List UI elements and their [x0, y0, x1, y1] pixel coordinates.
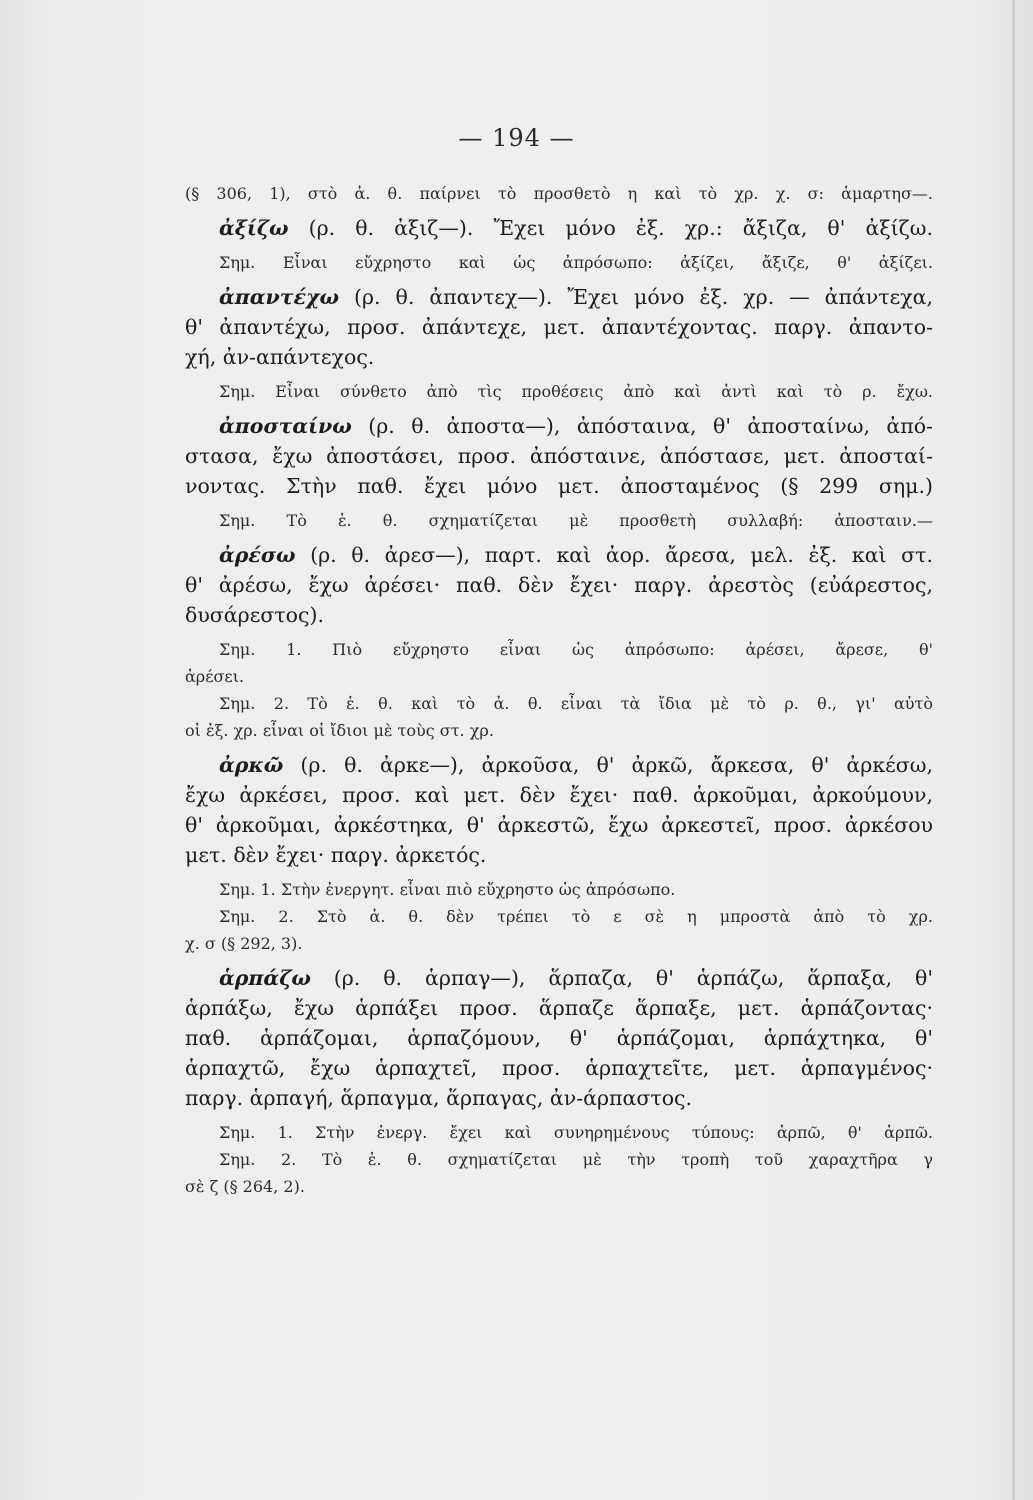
headword: ἀποσταίνω — [219, 414, 352, 438]
note-line: χ. σ (§ 292, 3). — [185, 934, 303, 953]
entry-arko: ἀρκῶ (ρ. θ. ἀρκε—), ἀρκοῦσα, θ' ἀρκῶ, ἄρκεσα, θ' ἀρκέσω, — [219, 753, 933, 777]
text-line: παθ. ἁρπάζομαι, ἁρπαζόμουν, θ' ἁρπάζομαι, ἁρπάχτηκα, θ' — [185, 1026, 933, 1050]
text-line: νοντας. Στὴν παθ. ἔχει μόνο μετ. ἀποσταμένος (§ 299 σημ.) — [185, 474, 933, 498]
headword: ἀξίζω — [219, 216, 289, 240]
entry-axizo: ἀξίζω (ρ. θ. ἀξιζ—). Ἔχει μόνο ἐξ. χρ.: ἄξιζα, θ' ἀξίζω. — [219, 216, 933, 240]
note-line: Σημ. Εἶναι σύνθετο ἀπὸ τὶς προθέσεις ἀπὸ καὶ ἀντὶ καὶ τὸ ρ. ἔχω. — [219, 382, 933, 401]
text-line: παργ. ἁρπαγή, ἅρπαγμα, ἅρπαγας, ἀν-άρπαστος. — [185, 1086, 693, 1110]
note-line: Σημ. 1. Πιὸ εὔχρηστο εἶναι ὡς ἀπρόσωπο: ἀρέσει, ἄρεσε, θ' — [219, 640, 933, 659]
text-line: θ' ἀπαντέχω, προσ. ἀπάντεχε, μετ. ἀπαντέχοντας. παργ. ἀπαντο- — [185, 315, 933, 339]
entry-arpazo: ἁρπάζω (ρ. θ. ἁρπαγ—), ἅρπαζα, θ' ἁρπάζω, ἅρπαξα, θ' — [219, 966, 933, 990]
note-line: Σημ. Εἶναι εὔχρηστο καὶ ὡς ἀπρόσωπο: ἀξίζει, ἄξιζε, θ' ἀξίζει. — [219, 253, 933, 272]
text-line: στασα, ἔχω ἀποστάσει, προσ. ἀπόσταινε, ἀπόστασε, μετ. ἀποσταί- — [185, 444, 933, 468]
text-line: θ' ἀρκοῦμαι, ἀρκέστηκα, θ' ἀρκεστῶ, ἔχω ἀρκεστεῖ, προσ. ἀρκέσου — [185, 813, 933, 837]
text-line: ἁρπάξω, ἔχω ἁρπάξει προσ. ἅρπαζε ἅρπαξε, μετ. ἁρπάζοντας· — [185, 996, 933, 1020]
note-line: Σημ. 2. Τὸ ἑ. θ. σχηματίζεται μὲ τὴν τροπὴ τοῦ χαραχτῆρα γ — [219, 1150, 933, 1169]
text-line: δυσάρεστος). — [185, 603, 324, 627]
text-line: (§ 306, 1), στὸ ἀ. θ. παίρνει τὸ προσθετὸ η καὶ τὸ χρ. χ. σ: ἁμαρτησ—. — [185, 184, 933, 203]
page-edge-shadow — [1012, 0, 1015, 1500]
headword: ἀρκῶ — [219, 753, 284, 777]
headword: ἁρπάζω — [219, 966, 311, 990]
note-line: Σημ. 1. Στὴν ἐνεργ. ἔχει καὶ συνηρημένους τύπους: ἁρπῶ, θ' ἁρπῶ. — [219, 1123, 933, 1142]
entry-apostaino: ἀποσταίνω (ρ. θ. ἀποστα—), ἀπόσταινα, θ' ἀποσταίνω, ἀπό- — [219, 414, 933, 438]
headword: ἀρέσω — [219, 543, 296, 567]
text-line: ἔχω ἀρκέσει, προσ. καὶ μετ. δὲν ἔχει· παθ. ἀρκοῦμαι, ἀρκούμουν, — [185, 783, 933, 807]
note-line: οἱ ἐξ. χρ. εἶναι οἱ ἴδιοι μὲ τοὺς στ. χρ. — [185, 721, 494, 740]
note-line: Σημ. 2. Στὸ ἀ. θ. δὲν τρέπει τὸ ε σὲ η μπροστὰ ἀπὸ τὸ χρ. — [219, 907, 933, 926]
note-line: ἀρέσει. — [185, 667, 245, 686]
headword: ἀπαντέχω — [219, 285, 340, 309]
text-line: μετ. δὲν ἔχει· παργ. ἀρκετός. — [185, 843, 487, 867]
note-line: σὲ ζ (§ 264, 2). — [185, 1177, 305, 1196]
note-line: Σημ. Τὸ ἑ. θ. σχηματίζεται μὲ προσθετὴ συλλαβή: ἀποσταιν.— — [219, 511, 933, 530]
note-line: Σημ. 1. Στὴν ἐνεργητ. εἶναι πιὸ εὔχρηστο ὡς ἀπρόσωπο. — [219, 880, 676, 899]
entry-apantecho: ἀπαντέχω (ρ. θ. ἀπαντεχ—). Ἔχει μόνο ἐξ. χρ. — ἀπάντεχα, — [219, 285, 933, 309]
note-line: Σημ. 2. Τὸ ἑ. θ. καὶ τὸ ἀ. θ. εἶναι τὰ ἴδια μὲ τὸ ρ. θ., γι' αὐτὸ — [219, 694, 933, 713]
entry-areso: ἀρέσω (ρ. θ. ἀρεσ—), παρτ. καὶ ἀορ. ἄρεσα, μελ. ἐξ. καὶ στ. — [219, 543, 933, 567]
page-number: — 194 — — [458, 124, 575, 152]
text-line: θ' ἀρέσω, ἔχω ἀρέσει· παθ. δὲν ἔχει· παργ. ἀρεστὸς (εὐάρεστος, — [185, 573, 933, 597]
page-body — [185, 180, 933, 1200]
text-line: ἁρπαχτῶ, ἔχω ἁρπαχτεῖ, προσ. ἁρπαχτεῖτε, μετ. ἁρπαγμένος· — [185, 1056, 933, 1080]
text-line: χή, ἀν-απάντεχος. — [185, 345, 375, 369]
